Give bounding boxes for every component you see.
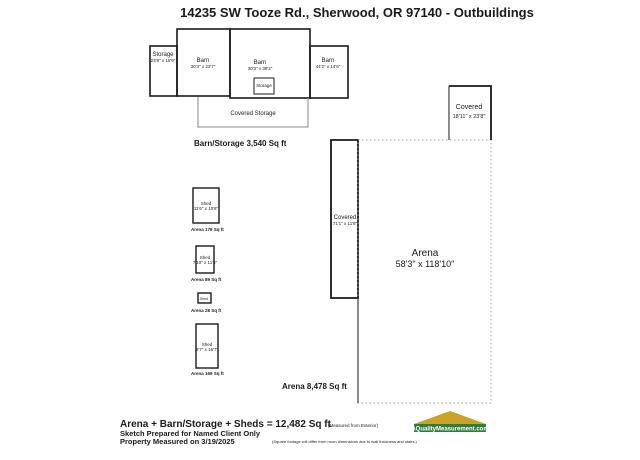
arena-covered-corner-label: Covered: [455, 104, 483, 111]
variance-note: (Square footage will differ from room dimensions due to wall thickness and stairs.): [272, 439, 417, 444]
covered-storage-label: Covered Storage: [230, 111, 276, 117]
shed-4-dims: 9'7" x 16'7": [195, 347, 219, 352]
barn-room-1-dims: 30'3" x 23'7": [190, 64, 216, 69]
barn-room-3-outline: [310, 46, 348, 98]
arena-area-label: Arena 8,478 Sq ft: [282, 382, 347, 391]
barn-room-2-dims: 30'3" x 38'2": [247, 66, 273, 71]
total-area-note: (Measured from Exterior): [328, 423, 379, 428]
arena-dims: 58'3" x 118'10": [395, 259, 455, 269]
arena-label: Arena: [411, 248, 439, 259]
barn-room-2-label: Barn: [253, 60, 267, 66]
arena-perimeter: [358, 140, 491, 403]
total-area: Arena + Barn/Storage + Sheds = 12,482 Sq ft: [120, 419, 331, 430]
shed-2-label: Shed: [199, 255, 211, 260]
arena-covered-side-dims: 71'1" x 11'8": [332, 221, 358, 226]
shed-3-area: Arena 28 Sq ft: [191, 308, 222, 313]
barn-area-label: Barn/Storage 3,540 Sq ft: [194, 139, 287, 148]
shed-1-area: Arena 178 Sq ft: [191, 227, 224, 232]
barn-room-1-label: Barn: [196, 58, 210, 64]
arena-covered-corner-outline: [449, 86, 491, 140]
storage-room-label: Storage: [152, 52, 174, 58]
shed-1-label: Shed: [200, 201, 212, 206]
arena-covered-side-label: Covered: [333, 215, 357, 221]
small-storage-label: Storage: [256, 83, 272, 88]
company-logo: [411, 411, 488, 433]
company-logo-text: AQualityMeasurement.com: [411, 426, 489, 433]
storage-room-dims: 23'8" x 15'9": [150, 58, 176, 63]
page-title: 14235 SW Tooze Rd., Sherwood, OR 97140 - Outbuildings: [180, 5, 534, 20]
arena: [331, 86, 491, 403]
shed-2-dims: 7'10" x 11'5": [192, 260, 218, 265]
shed-4-label: Shed: [201, 342, 213, 347]
shed-4-area: Arena 169 Sq ft: [191, 371, 224, 376]
arena-covered-corner-dims: 18'11" x 23'8": [452, 114, 486, 120]
shed-2-area: Arena 89 Sq ft: [191, 277, 222, 282]
shed-3-label: Shed: [199, 297, 209, 301]
barn-room-3-dims: 44'2" x 14'6": [315, 64, 341, 69]
barn-room-3-label: Barn: [321, 58, 335, 64]
prepared-note: Sketch Prepared for Named Client Only: [120, 429, 261, 438]
measured-date: Property Measured on 3/19/2025: [120, 437, 235, 446]
shed-1-dims: 11'6" x 10'6": [193, 206, 219, 211]
